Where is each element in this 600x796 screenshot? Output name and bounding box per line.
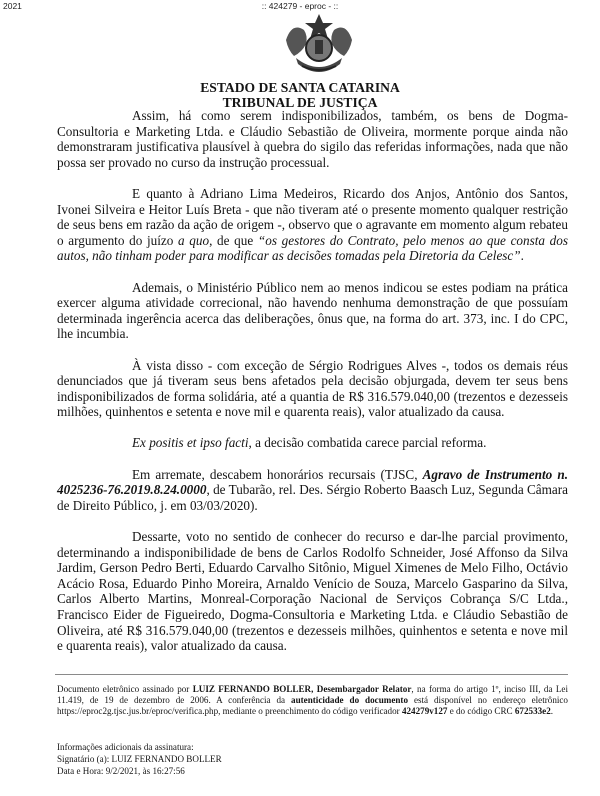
paragraph-5: [57, 435, 568, 451]
state-coat-of-arms-icon: [282, 10, 356, 80]
notice-crc-code: 672533e2: [514, 706, 551, 717]
signature-signer: Signatário (a): LUIZ FERNANDO BOLLER: [57, 753, 222, 764]
paragraph-2-quote: “os gestores do Contrato, pelo menos ao que consta dos autos, não tinham poder para modificar as decisões tomadas pela Diretoria da Celesc”: [57, 232, 568, 264]
paragraph-5-latin: Ex positis et ipso facti: [132, 435, 249, 451]
paragraph-2-latin: a quo: [178, 232, 210, 248]
paragraph-6-citation: Agravo de Instrumento n. 4025236-76.2019.8.24.0000: [57, 466, 568, 498]
paragraph-6-text: Em arremate, descabem honorários recursais (TJSC,: [132, 466, 423, 482]
paragraph-7: Dessarte, voto no sentido de conhecer do recurso e dar-lhe parcial provimento, determinando a indisponibilidade de bens de Carlos Rodolfo Schneider, José Affonso da Silva Jardim, Gerson Pedro Berti, Eduardo Carvalho Sitônio, Miguel Ximenes de Melo Filho, Octávio Acácio Rosa, Eduardo Pinho Moreira, Arnaldo Venício de Souza, Marcelo Gasparino da Silva, Carlos Alberto Martins, Monreal-Corporação Nacional de Serviços Cobrança S/C Ltda., Francisco Eider de Figueiredo, Dogma-Consultoria e Marketing Ltda. e Cláudio Sebastião de Oliveira, até R$ 316.579.040,00 (trezentos e dezesseis milhões, quinhentos e setenta e nove mil e quarenta reais), valor atualizado da causa.: [57, 529, 568, 654]
signature-notice: [57, 684, 568, 718]
header-state: ESTADO DE SANTA CATARINA: [200, 80, 400, 95]
paragraph-5-text: , a decisão combatida carece parcial reforma.: [248, 435, 487, 451]
paragraph-2: [57, 186, 568, 264]
header-doc-id: :: 424279 - eproc - ::: [261, 1, 339, 11]
notice-text-2: , na forma do artigo 1º, inciso III, da Lei 11.419, de 19 de dezembro de 2006. A conferência da: [57, 684, 568, 706]
header-year: 2021: [3, 1, 22, 11]
notice-verifier-code: 424279v127: [401, 706, 448, 717]
notice-signer: LUIZ FERNANDO BOLLER, Desembargador Relator: [192, 684, 412, 694]
notice-text-5: .: [550, 706, 554, 717]
signature-datetime: Data e Hora: 9/2/2021, às 16:27:56: [57, 765, 185, 776]
notice-text-3: está disponível no endereço eletrônico https://eproc2g.tjsc.jus.br/eproc/verifica.php, mediante o preenchimento do código verificador: [57, 695, 568, 717]
paragraph-3: Ademais, o Ministério Público nem ao menos indicou se estes podiam na prática exercer alguma atividade correcional, não havendo nenhuma demonstração de que possuíam determinada ingerência acerca das deliberações, ônus que, na forma do art. 373, inc. I do CPC, lhe incumbia.: [57, 279, 568, 342]
notice-authenticity: autenticidade do documento: [291, 695, 408, 706]
footer-divider: [55, 674, 568, 675]
header-court: TRIBUNAL DE JUSTIÇA: [222, 95, 378, 110]
signature-info-title: Informações adicionais da assinatura:: [57, 742, 194, 752]
paragraph-6-text-2: , de Tubarão, rel. Des. Sérgio Roberto Baasch Luz, Segunda Câmara de Direito Público, j. em 03/03/2020).: [57, 482, 568, 513]
paragraph-1: Assim, há como serem indisponibilizados, também, os bens de Dogma-Consultoria e Marketing Ltda. e Cláudio Sebastião de Oliveira, mormente porque ainda não demonstraram justificativa plausível à quebra do sigilo das referidas informações, nada que não possa ser provado no curso da instrução processual.: [57, 108, 568, 170]
notice-text-4: e do código CRC: [447, 706, 515, 717]
paragraph-6: [57, 467, 568, 514]
paragraph-2-text-2: , de que: [209, 232, 258, 248]
notice-text-1: Documento eletrônico assinado por: [57, 684, 193, 694]
document-body: [57, 108, 568, 654]
paragraph-4: À vista disso - com exceção de Sérgio Rodrigues Alves -, todos os demais réus denunciados que já tiveram seus bens afetados pela decisão objurgada, devem ter seus bens indisponibilizados de forma solidária, até a quantia de R$ 316.579.040,00 (trezentos e dezesseis milhões, quinhentos e setenta e nove mil e quarenta reais), valor atualizado da causa.: [57, 357, 568, 420]
paragraph-2-text: E quanto à Adriano Lima Medeiros, Ricardo dos Anjos, Antônio dos Santos, Ivonei Silveira e Heitor Luís Breta - que não tiveram até o presente momento qualquer restrição de seus bens em razão da ação de origem -, observo que o agravante em momento algum rebateu o argumento do juízo: [57, 185, 568, 248]
paragraph-2-end: .: [520, 248, 524, 264]
signature-info: [57, 742, 568, 777]
document-header: [0, 80, 600, 110]
